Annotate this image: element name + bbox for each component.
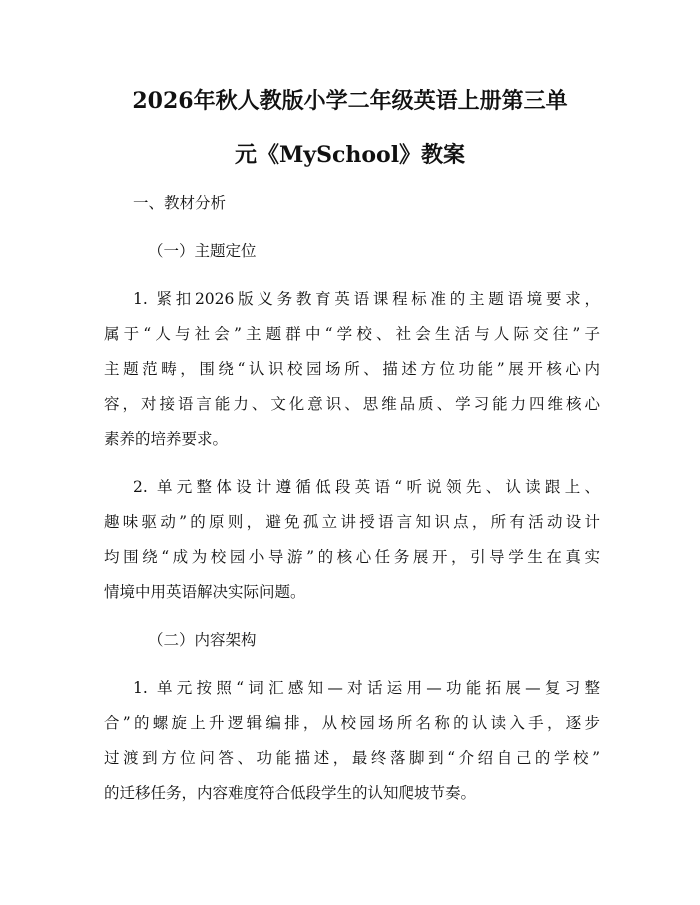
paragraph-line: 主题范畴，围绕“认识校园场所、描述方位功能”展开核心内 bbox=[104, 360, 600, 378]
paragraph-line: 属于“人与社会”主题群中“学校、社会生活与人际交往”子 bbox=[104, 325, 600, 343]
paragraph-line: 过渡到方位问答、功能描述，最终落脚到“介绍自己的学校” bbox=[104, 749, 600, 767]
document-title-line-2: 元《MySchool》教案 bbox=[234, 142, 466, 168]
paragraph-line: 的迁移任务，内容难度符合低段学生的认知爬坡节奏。 bbox=[104, 784, 477, 802]
paragraph-line: 均围绕“成为校园小导游”的核心任务展开，引导学生在真实 bbox=[104, 548, 600, 566]
section-heading-analysis: 一、教材分析 bbox=[133, 194, 227, 212]
paragraph-line: 素养的培养要求。 bbox=[104, 430, 229, 448]
paragraph-line: 2. 单元整体设计遵循低段英语“听说领先、认读跟上、 bbox=[133, 478, 600, 496]
paragraph-line: 情境中用英语解决实际问题。 bbox=[104, 583, 306, 601]
paragraph-line: 趣味驱动”的原则，避免孤立讲授语言知识点，所有活动设计 bbox=[104, 513, 600, 531]
subsection-heading-theme: （一）主题定位 bbox=[148, 242, 257, 260]
paragraph-line: 1. 单元按照“词汇感知—对话运用—功能拓展—复习整 bbox=[133, 679, 600, 697]
document-title-line-1: 2026年秋人教版小学二年级英语上册第三单 bbox=[132, 88, 568, 114]
subsection-heading-content: （二）内容架构 bbox=[148, 631, 257, 649]
paragraph-line: 合”的螺旋上升逻辑编排，从校园场所名称的认读入手，逐步 bbox=[104, 714, 600, 732]
paragraph-line: 容，对接语言能力、文化意识、思维品质、学习能力四维核心 bbox=[104, 395, 600, 413]
paragraph-line: 1. 紧扣2026版义务教育英语课程标准的主题语境要求， bbox=[133, 290, 600, 308]
